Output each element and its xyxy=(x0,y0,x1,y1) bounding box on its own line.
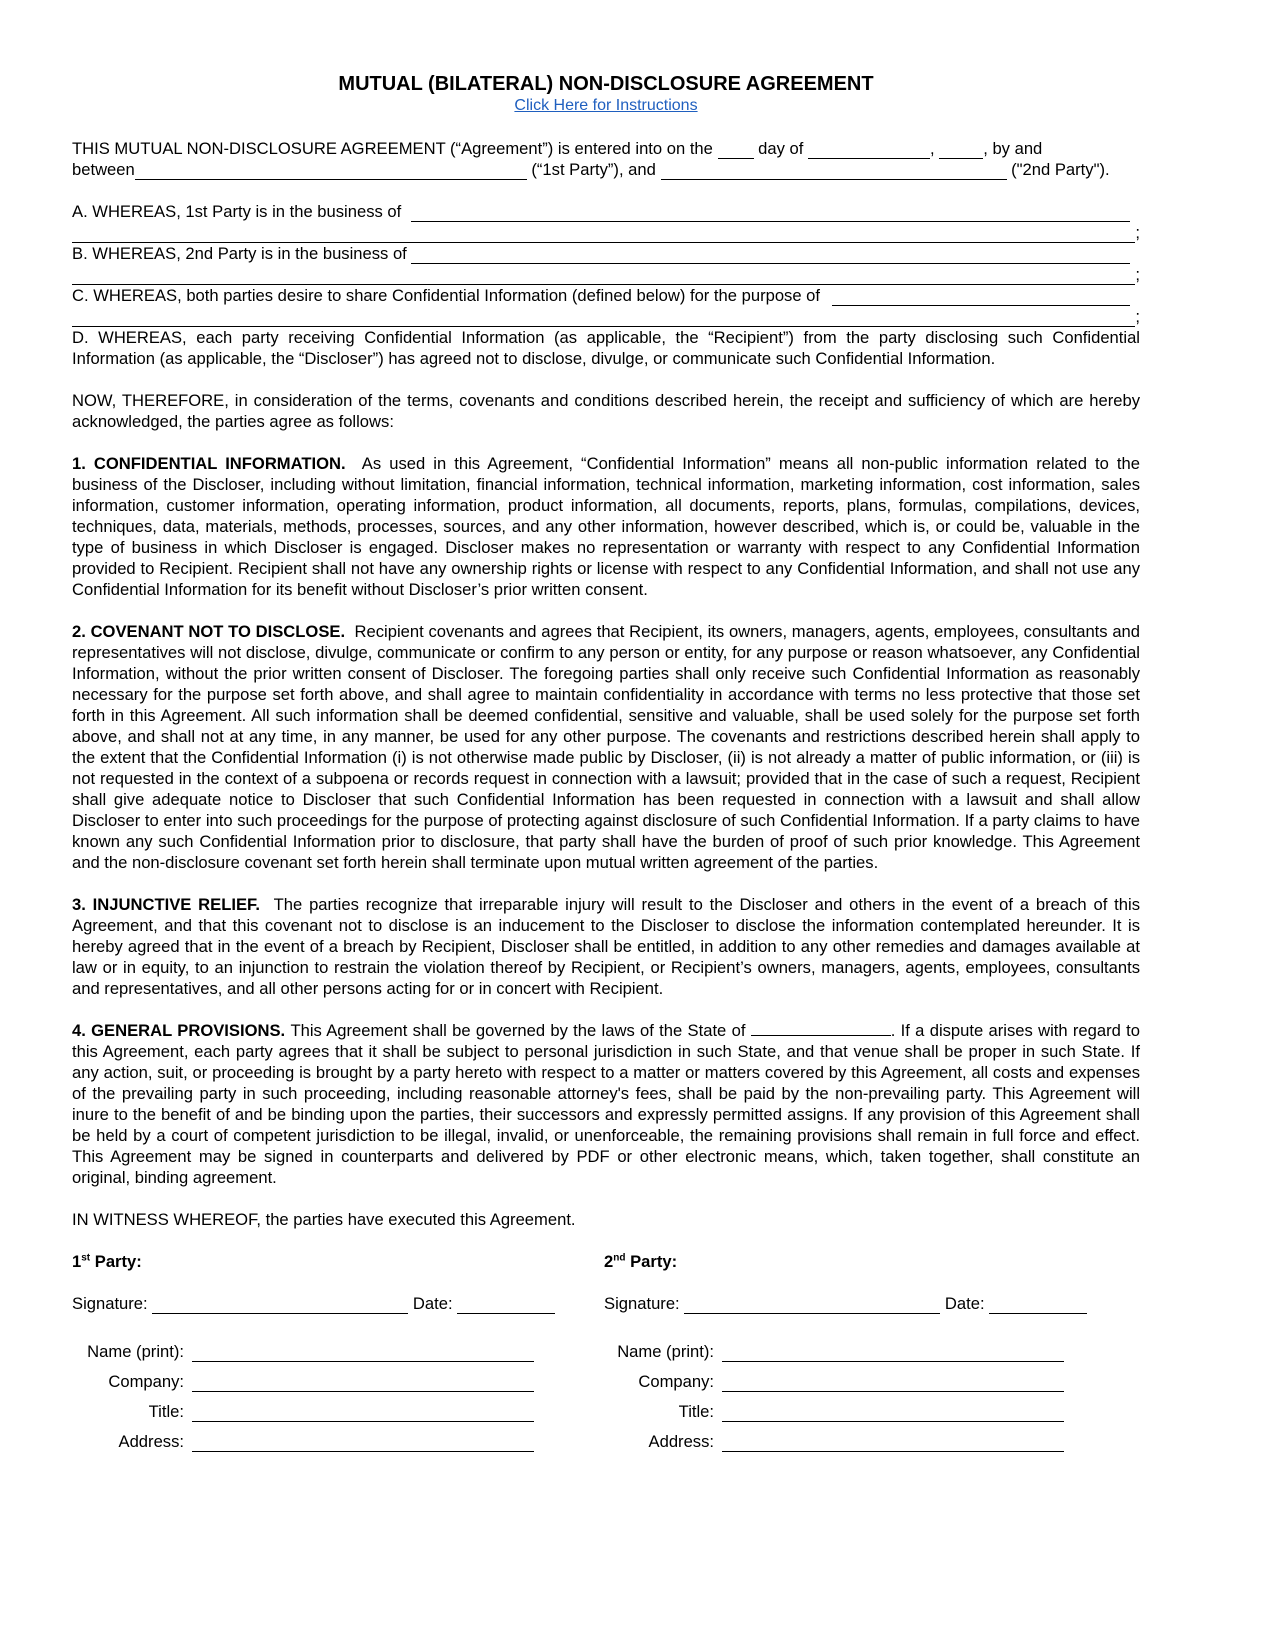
day-field[interactable] xyxy=(718,143,754,159)
intro-text: day of xyxy=(758,139,804,158)
company-label: Company: xyxy=(108,1372,184,1391)
address-label: Address: xyxy=(118,1432,184,1451)
section-heading: 1. CONFIDENTIAL INFORMATION. xyxy=(72,454,346,473)
spacer xyxy=(72,432,1140,453)
title-row xyxy=(72,1392,604,1422)
now-therefore-paragraph: NOW, THEREFORE, in consideration of the terms, covenants and conditions described herein, the receipt and sufficiency of which are hereby acknowledged, the parties agree as follows: xyxy=(72,391,1140,431)
whereas-b xyxy=(72,243,1140,264)
whereas-d: D. WHEREAS, each party receiving Confidential Information (as applicable, the “Recipient”) from the party disclosing such Confidential Information (as applicable, the “Discloser”) has agreed not to disclose, divulge, or communicate such Confidential Information. xyxy=(72,328,1140,368)
whereas-b-text: B. WHEREAS, 2nd Party is in the business of xyxy=(72,244,407,263)
intro-line-2 xyxy=(72,159,1140,180)
signature-row xyxy=(604,1293,1140,1314)
intro-text: , xyxy=(929,139,935,158)
name-row xyxy=(72,1332,604,1362)
company-label: Company: xyxy=(638,1372,715,1391)
second-party-business-field-line2[interactable] xyxy=(72,269,1135,285)
intro-line-1 xyxy=(72,138,1140,159)
party-label: Party: xyxy=(625,1252,678,1271)
whereas-a-text: A. WHEREAS, 1st Party is in the business of xyxy=(72,202,402,221)
party-label: Party: xyxy=(90,1252,142,1271)
party-ordinal: nd xyxy=(613,1252,626,1264)
purpose-field-line2[interactable] xyxy=(72,311,1135,327)
party-heading xyxy=(604,1251,1140,1272)
intro-text: , by and xyxy=(983,139,1043,158)
address-field[interactable] xyxy=(192,1436,534,1452)
section-confidential-information xyxy=(72,453,1140,600)
spacer xyxy=(72,1314,604,1332)
spacer xyxy=(72,999,1140,1020)
second-party-signature-block xyxy=(604,1251,1140,1452)
section-general-provisions xyxy=(72,1020,1140,1188)
party-number: 1 xyxy=(72,1252,82,1271)
section-covenant-not-to-disclose xyxy=(72,621,1140,873)
spacer xyxy=(604,1314,1140,1332)
name-field[interactable] xyxy=(722,1346,1064,1362)
party-number: 2 xyxy=(604,1252,614,1271)
signature-field[interactable] xyxy=(684,1298,940,1314)
title-row xyxy=(604,1392,1140,1422)
section-injunctive-relief xyxy=(72,894,1140,999)
first-party-business-field-line2[interactable] xyxy=(72,227,1135,243)
date-field[interactable] xyxy=(989,1298,1087,1314)
spacer xyxy=(604,1272,1140,1293)
address-field[interactable] xyxy=(722,1436,1064,1452)
second-party-business-field[interactable] xyxy=(411,248,1130,264)
whereas-c-continuation xyxy=(72,306,1140,327)
party-ordinal: st xyxy=(81,1252,91,1264)
company-row xyxy=(72,1362,604,1392)
section-body: As used in this Agreement, “Confidential Information” means all non-public information related to the business of the Discloser, including without limitation, financial information, technical information, marketing information, cost information, sales information, customer information, operating information, product information, all documents, reports, plans, formulas, compilations, devices, techniques, data, materials, methods, processes, sources, and any other information, however described, which is, or could be, valuable in the type of business in which Discloser is engaged. Discloser makes no representation or warranty with respect to any Confidential Information provided to Recipient. Recipient shall not have any ownership rights or license with respect to any Confidential Information, and shall not use any Confidential Information for its benefit without Discloser’s prior written consent. xyxy=(72,454,1140,599)
spacer xyxy=(72,873,1140,894)
whereas-c xyxy=(72,285,1140,306)
month-field[interactable] xyxy=(808,143,930,159)
semicolon: ; xyxy=(1135,265,1140,284)
party-heading xyxy=(72,1251,604,1272)
signature-label: Signature: xyxy=(72,1294,148,1313)
signature-label: Signature: xyxy=(604,1294,680,1313)
spacer xyxy=(72,116,1140,138)
spacer xyxy=(72,369,1140,390)
date-label: Date: xyxy=(412,1294,453,1313)
spacer xyxy=(72,1272,604,1293)
title-field[interactable] xyxy=(192,1406,534,1422)
company-row xyxy=(604,1362,1140,1392)
intro-text: (“1st Party”), and xyxy=(531,160,656,179)
whereas-a-continuation xyxy=(72,222,1140,243)
title-label: Title: xyxy=(148,1402,184,1421)
address-row xyxy=(72,1422,604,1452)
spacer xyxy=(72,1188,1140,1209)
intro-text: THIS MUTUAL NON-DISCLOSURE AGREEMENT (“Agreement”) is entered into on the xyxy=(72,139,713,158)
whereas-b-continuation xyxy=(72,264,1140,285)
name-label: Name (print): xyxy=(87,1342,184,1361)
date-label: Date: xyxy=(944,1294,985,1313)
intro-paragraph xyxy=(72,138,1140,180)
first-party-signature-block xyxy=(72,1251,604,1452)
company-field[interactable] xyxy=(722,1376,1064,1392)
document-page xyxy=(72,72,1140,1452)
witness-statement: IN WITNESS WHEREOF, the parties have executed this Agreement. xyxy=(72,1210,576,1229)
first-party-name-field[interactable] xyxy=(135,164,527,180)
section-heading: 2. COVENANT NOT TO DISCLOSE. xyxy=(72,622,346,641)
year-field[interactable] xyxy=(939,143,983,159)
spacer xyxy=(72,600,1140,621)
section-body: Recipient covenants and agrees that Recipient, its owners, managers, agents, employees, consultants and representatives will not disclose, divulge, communicate or confirm to any person or entity, for any purpose or reason whatsoever, any Confidential Information, without the prior written consent of Discloser. The foregoing parties shall only receive such Confidential Information as reasonably necessary for the purpose set forth above, and shall agree to maintain confidentiality in accordance with terms no less protective that those set forth in this Agreement. All such information shall be deemed confidential, sensitive and valuable, shall be used solely for the purpose set forth above, and shall not at any time, in any manner, be used for any other purpose. The covenants and restrictions described herein shall apply to the extent that the Confidential Information (i) is not otherwise made public by Discloser, (ii) is not already a matter of public information, or (iii) is not requested in the context of a subpoena or records request in connection with a lawsuit; provided that in the case of such a request, Recipient shall give adequate notice to Discloser that such Confidential Information has been requested in connection with a lawsuit and shall allow Discloser to enter into such proceedings for the purpose of protecting against disclosure of such Confidential Information. If a party claims to have known any such Confidential Information prior to disclosure, that party shall have the burden of proof of such prior knowledge. This Agreement and the non-disclosure covenant set forth herein shall terminate upon mutual written agreement of the parties. xyxy=(72,622,1140,872)
signature-section xyxy=(72,1251,1140,1452)
first-party-business-field[interactable] xyxy=(411,206,1130,222)
purpose-field[interactable] xyxy=(832,290,1130,306)
document-title: MUTUAL (BILATERAL) NON-DISCLOSURE AGREEMENT xyxy=(338,73,874,95)
semicolon: ; xyxy=(1135,307,1140,326)
whereas-a xyxy=(72,201,1140,222)
address-label: Address: xyxy=(648,1432,715,1451)
name-field[interactable] xyxy=(192,1346,534,1362)
second-party-name-field[interactable] xyxy=(661,164,1007,180)
section-body-start: This Agreement shall be governed by the laws of the State of xyxy=(290,1021,746,1040)
instructions-link[interactable]: Click Here for Instructions xyxy=(514,97,698,114)
semicolon: ; xyxy=(1135,223,1140,242)
section-body: . If a dispute arises with regard to this Agreement, each party agrees that it shall be subject to personal jurisdiction in such State, and that venue shall be proper in such State. If any action, suit, or proceeding is brought by a party hereto with respect to a matter or matters covered by this Agreement, all costs and expenses of the prevailing party in such proceeding, including reasonable attorney's fees, shall be paid by the non-prevailing party. This Agreement will inure to the benefit of and be binding upon the parties, their successors and expressly permitted assigns. If any provision of this Agreement shall be held by a court of competent jurisdiction to be illegal, invalid, or unenforceable, the remaining provisions shall remain in full force and effect. This Agreement may be signed in counterparts and delivered by PDF or other electronic means, which, taken together, shall constitute an original, binding agreement. xyxy=(72,1021,1140,1187)
address-row xyxy=(604,1422,1140,1452)
title-label: Title: xyxy=(678,1402,715,1421)
section-heading: 3. INJUNCTIVE RELIEF. xyxy=(72,895,260,914)
signature-row xyxy=(72,1293,604,1314)
section-body: The parties recognize that irreparable injury will result to the Discloser and others in the event of a breach of this Agreement, and that this covenant not to disclose is an inducement to the Discloser to disclose the information contemplated hereunder. It is hereby agreed that in the event of a breach by Recipient, Discloser shall be entitled, in addition to any other remedies and damages available at law or in equity, to an injunction to restrain the violation thereof by Recipient, or Recipient’s owners, managers, agents, employees, consultants and representatives, and all other persons acting for or in concert with Recipient. xyxy=(72,895,1140,998)
signature-field[interactable] xyxy=(152,1298,408,1314)
section-heading: 4. GENERAL PROVISIONS. xyxy=(72,1021,286,1040)
title-field[interactable] xyxy=(722,1406,1064,1422)
whereas-c-text: C. WHEREAS, both parties desire to share Confidential Information (defined below) for the purpose of xyxy=(72,286,821,305)
intro-text: ("2nd Party"). xyxy=(1011,160,1110,179)
spacer xyxy=(72,1230,1140,1251)
date-field[interactable] xyxy=(457,1298,555,1314)
intro-text: between xyxy=(72,160,135,179)
name-row xyxy=(604,1332,1140,1362)
governing-state-field[interactable] xyxy=(751,1020,891,1036)
name-label: Name (print): xyxy=(617,1342,715,1361)
spacer xyxy=(72,180,1140,201)
company-field[interactable] xyxy=(192,1376,534,1392)
